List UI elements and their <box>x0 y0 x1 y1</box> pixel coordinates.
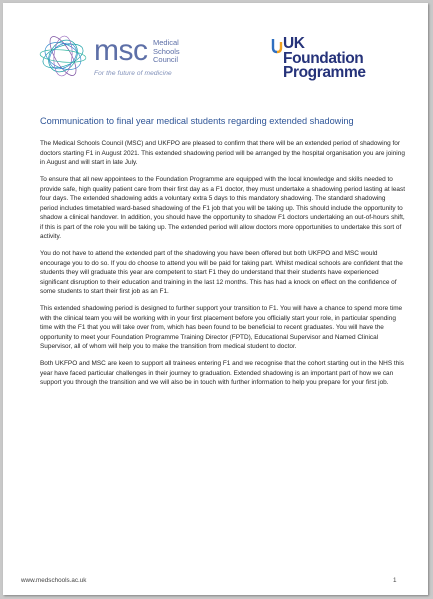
msc-subtitle-line: Schools <box>153 46 180 56</box>
paragraph: Both UKFPO and MSC are keen to support all trainees entering F1 and we recognise that the cohort starting out in the NHS this year have faced particular challenges in their journey to graduation. Extended shadowing is an important part of how we can support you through the transition and we will also be in touch with further information to help you prepare for your first job. <box>40 360 404 386</box>
paragraph: This extended shadowing period is designed to further support your transition to F1. You will have a chance to spend more time with the clinical team you will be working with in your first placement before you officially start your role, in particular spending time with the F1 that you will take over from, which has been found to be beneficial to recent graduates. You will have the opportunity to meet your Foundation Programme Training Director (FPTD), Educational Supervisor and Named Clinical Supervisor, all of whom will help you to make the transition from medical student to doctor. <box>40 305 403 350</box>
msc-logo <box>37 33 227 83</box>
msc-tagline: For the future of medicine <box>94 70 172 77</box>
paragraph: You do not have to attend the extended part of the shadowing you have been offered but both UKFPO and MSC would encourage you to do so. If you do choose to attend you will be paid for taking part. Whilst medical schools are confident that the students they will graduate this year are competent to start F1 they do understand that their students have experienced significant disruption to their education and training in the last 12 months. This has had a knock on effect on the confidence of some students to start their first job as an F1. <box>40 250 403 295</box>
msc-subtitle-line: Council <box>153 55 179 64</box>
msc-wordmark: msc <box>94 34 148 67</box>
msc-subtitle <box>153 39 180 65</box>
ukfp-line: UK <box>283 35 305 52</box>
ukfp-wordmark <box>283 37 366 81</box>
msc-subtitle-line: Medical <box>153 38 179 47</box>
msc-swirl-icon <box>37 33 93 83</box>
ukfp-line: Foundation <box>283 49 364 67</box>
document-body <box>40 139 405 395</box>
ukfp-logo <box>271 37 421 87</box>
document-heading: Communication to final year medical students regarding extended shadowing <box>40 116 354 126</box>
document-page <box>3 3 428 595</box>
paragraph: The Medical Schools Council (MSC) and UKFPO are pleased to confirm that there will be an extended period of shadowing for doctors starting F1 in August 2021. This extended shadowing period will be arranged by the hospital organisation you are joining in August and will start in late July. <box>40 140 405 166</box>
paragraph: To ensure that all new appointees to the Foundation Programme are equipped with the local knowledge and skills needed to provide safe, high quality patient care from their first day as a F1 doctor, they must undertake a shadowing period lasting at least four days. The extended shadowing adds a voluntary extra 5 days to this mandatory shadowing. The standard shadowing period includes timetabled ward-based shadowing of the F1 job that you will be taking up. This should include the opportunity to shadow a clinical handover. In addition, you should have the opportunity to shadow F1 doctors undertaking an out-of-hours shift, if this is part of the role you will be taking up. The extended period will allow doctors more opportunities to undertake this sort of activity. <box>40 176 405 240</box>
page-number: 1 <box>393 577 397 584</box>
ukfp-line: Programme <box>283 64 366 81</box>
footer-url: www.medschools.ac.uk <box>21 577 87 584</box>
